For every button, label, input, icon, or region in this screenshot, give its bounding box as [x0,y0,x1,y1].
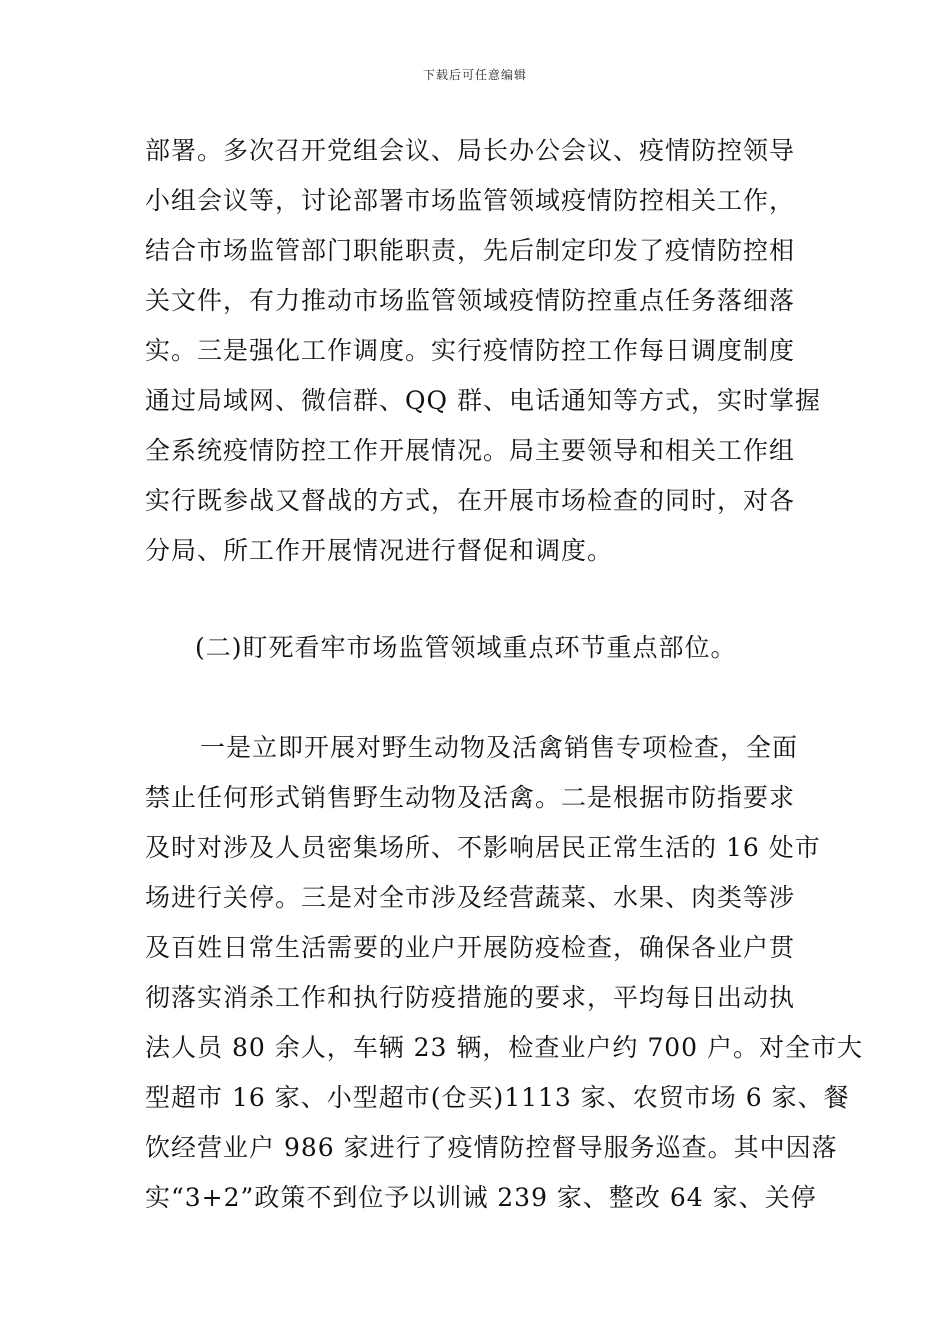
text-line: 法人员 80 余人，车辆 23 辆，检查业户约 700 户。对全市大 [145,1033,864,1062]
text-line: 饮经营业户 986 家进行了疫情防控督导服务巡查。其中因落 [145,1133,838,1162]
heading-line: (二)盯死看牢市场监管领域重点环节重点部位。 [195,633,737,662]
text-line: 结合市场监管部门职能职责，先后制定印发了疫情防控相 [145,236,796,265]
text-line: 彻落实消杀工作和执行防疫措施的要求，平均每日出动执 [145,983,796,1012]
text-line: 实行既参战又督战的方式，在开展市场检查的同时，对各 [145,486,796,515]
text-line: 实。三是强化工作调度。实行疫情防控工作每日调度制度 [145,336,796,365]
text-line: 型超市 16 家、小型超市(仓买)1113 家、农贸市场 6 家、餐 [145,1083,850,1112]
text-line: 小组会议等，讨论部署市场监管领域疫情防控相关工作， [145,186,796,215]
text-line: 禁止任何形式销售野生动物及活禽。二是根据市防指要求 [145,783,796,812]
text-line: 场进行关停。三是对全市涉及经营蔬菜、水果、肉类等涉 [145,883,796,912]
text-line: 实“3+2”政策不到位予以训诫 239 家、整改 64 家、关停 [145,1183,817,1212]
text-line: 及百姓日常生活需要的业户开展防疫检查，确保各业户贯 [145,933,796,962]
text-line: 分局、所工作开展情况进行督促和调度。 [145,536,614,565]
page-header: 下载后可任意编辑 [422,68,527,82]
text-line: 全系统疫情防控工作开展情况。局主要领导和相关工作组 [145,436,796,465]
text-line: 及时对涉及人员密集场所、不影响居民正常生活的 16 处市 [145,833,821,862]
text-line: 关文件，有力推动市场监管领域疫情防控重点任务落细落 [145,286,796,315]
text-line: 通过局域网、微信群、QQ 群、电话通知等方式，实时掌握 [145,386,821,415]
text-line: 一是立即开展对野生动物及活禽销售专项检查，全面 [200,733,799,762]
text-line: 部署。多次召开党组会议、局长办公会议、疫情防控领导 [145,136,796,165]
